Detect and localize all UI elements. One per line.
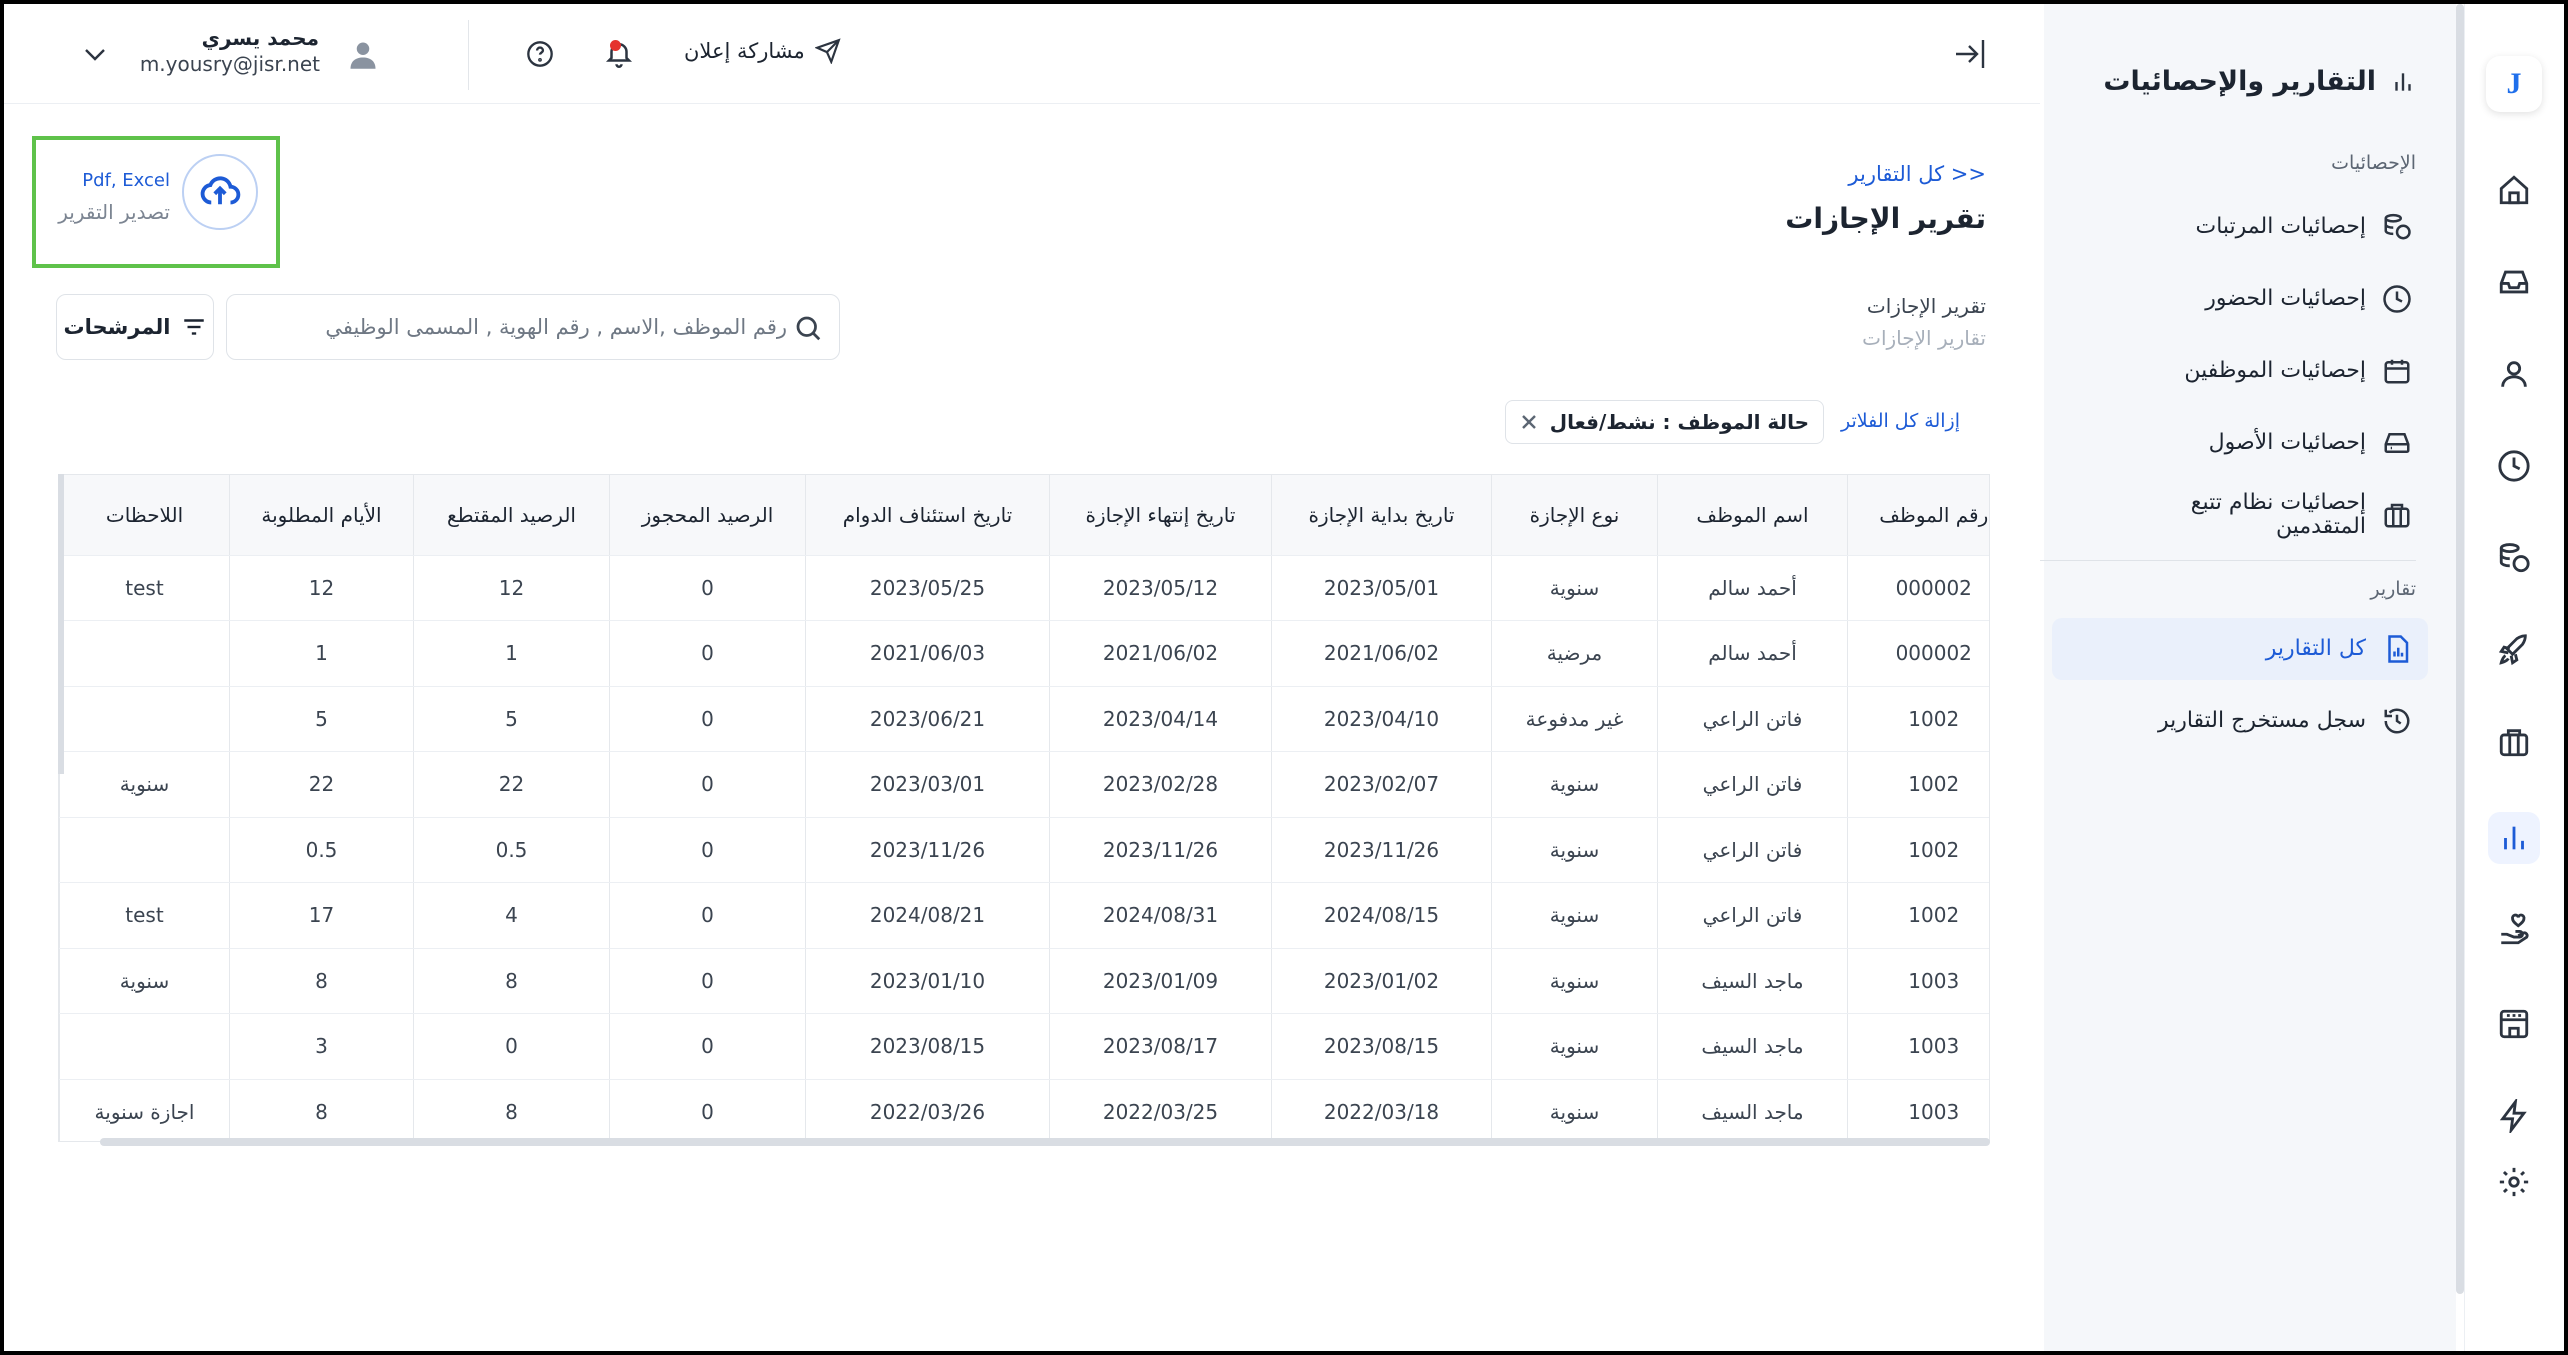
table-cell: 000002 <box>1848 621 1991 687</box>
sidebar-item-assets-stats[interactable] <box>2052 412 2428 474</box>
column-header[interactable]: تاريخ بداية الإجازة <box>1272 475 1492 555</box>
table-cell: 0 <box>610 1014 806 1080</box>
table-cell: 2023/05/01 <box>1272 555 1492 621</box>
table-cell: 0 <box>414 1014 610 1080</box>
table-cell: سنوية <box>60 752 230 818</box>
column-header[interactable]: الرصيد المقتطع <box>414 475 610 555</box>
rail-employees[interactable] <box>2488 348 2540 400</box>
user-avatar-icon <box>348 40 378 70</box>
active-filter-chip <box>1505 400 1824 444</box>
side-panel-scrollbar[interactable] <box>2456 4 2464 1294</box>
table-cell: 2024/08/31 <box>1050 883 1272 949</box>
briefcase-icon <box>2382 500 2412 530</box>
active-filter-label: حالة الموظف : نشط/فعال <box>1549 410 1809 434</box>
export-label: تصدير التقرير <box>58 200 170 224</box>
table-cell: 8 <box>230 1079 414 1142</box>
filter-icon <box>181 314 207 340</box>
sidebar-item-label: إحصائيات الأصول <box>2208 430 2366 455</box>
table-cell: أحمد سالم <box>1658 621 1848 687</box>
column-header[interactable]: الأيام المطلوبة <box>230 475 414 555</box>
sidebar-item-attendance-stats[interactable] <box>2052 268 2428 330</box>
table-cell: ماجد السيف <box>1658 1079 1848 1142</box>
table-cell: سنوية <box>1492 1014 1658 1080</box>
breadcrumb[interactable]: << كل التقارير <box>1848 162 1986 186</box>
rail-reports[interactable] <box>2488 812 2540 864</box>
rail-inbox[interactable] <box>2488 256 2540 308</box>
table-cell: سنوية <box>1492 752 1658 818</box>
table-cell: 2022/03/25 <box>1050 1079 1272 1142</box>
column-header[interactable]: اللاحظات <box>60 475 230 555</box>
clock-icon <box>2497 449 2531 483</box>
search-box <box>226 294 840 360</box>
table-cell: 2023/01/09 <box>1050 948 1272 1014</box>
notification-dot <box>610 40 621 51</box>
table-cell: سنوية <box>1492 555 1658 621</box>
section-statistics: الإحصائيات <box>2331 152 2416 174</box>
topbar-divider <box>468 20 469 90</box>
share-announcement-button[interactable] <box>684 38 841 64</box>
calendar-icon <box>2382 356 2412 386</box>
table-cell: سنوية <box>1492 817 1658 883</box>
table-cell: 2023/08/17 <box>1050 1014 1272 1080</box>
table-cell: 2023/03/01 <box>806 752 1050 818</box>
building-icon <box>2497 1007 2531 1041</box>
table-cell: 2021/06/02 <box>1050 621 1272 687</box>
table-cell: 2022/03/18 <box>1272 1079 1492 1142</box>
table-cell: 1002 <box>1848 883 1991 949</box>
table-vertical-scrollbar[interactable] <box>58 474 64 774</box>
table-cell: 1 <box>230 621 414 687</box>
chevron-down-icon <box>82 46 108 64</box>
table-cell <box>60 621 230 687</box>
drive-icon <box>2382 428 2412 458</box>
reports-side-panel <box>2044 4 2456 1351</box>
table-cell: 2024/08/21 <box>806 883 1050 949</box>
table-cell: 22 <box>230 752 414 818</box>
share-announcement-label: مشاركة إعلان <box>684 39 805 63</box>
table-cell: 12 <box>230 555 414 621</box>
briefcase-icon <box>2497 725 2531 759</box>
table-cell: أحمد سالم <box>1658 555 1848 621</box>
table-cell: 4 <box>414 883 610 949</box>
filters-button[interactable] <box>56 294 214 360</box>
table-cell: 2023/04/10 <box>1272 686 1492 752</box>
rail-attendance[interactable] <box>2488 440 2540 492</box>
clock-icon <box>2382 284 2412 314</box>
app-logo[interactable]: J <box>2486 56 2542 112</box>
table-cell: 3 <box>230 1014 414 1080</box>
filters-label: المرشحات <box>63 315 171 339</box>
sidebar-item-employee-stats[interactable] <box>2052 340 2428 402</box>
table-cell: فاتن الراعي <box>1658 817 1848 883</box>
table-horizontal-scrollbar[interactable] <box>100 1138 1990 1146</box>
table-cell: 1002 <box>1848 752 1991 818</box>
search-input[interactable] <box>247 307 787 347</box>
coins-icon <box>2382 212 2412 242</box>
table-cell: 17 <box>230 883 414 949</box>
avatar[interactable] <box>348 40 378 70</box>
rail-organization[interactable] <box>2488 998 2540 1050</box>
table-cell: 5 <box>414 686 610 752</box>
close-icon[interactable] <box>1520 413 1538 431</box>
user-email: m.yousry@jisr.net <box>139 52 320 76</box>
table-cell: 0 <box>610 555 806 621</box>
table-cell: 2023/11/26 <box>1050 817 1272 883</box>
table-cell: غير مدفوعة <box>1492 686 1658 752</box>
rail-settings[interactable] <box>2488 1156 2540 1208</box>
table-cell: سنوية <box>1492 948 1658 1014</box>
table-cell: 0.5 <box>414 817 610 883</box>
app-window <box>4 4 2564 1351</box>
user-menu-toggle[interactable] <box>82 46 108 64</box>
table-cell: 2021/06/02 <box>1272 621 1492 687</box>
user-name: محمد يسري <box>201 26 319 50</box>
table-cell: 0 <box>610 948 806 1014</box>
inbox-icon <box>2497 265 2531 299</box>
table-cell: 1002 <box>1848 686 1991 752</box>
cloud-upload-icon <box>199 171 241 213</box>
report-category: تقارير الإجازات <box>1862 326 1986 350</box>
gear-icon <box>2497 1165 2531 1199</box>
table-cell: سنوية <box>60 948 230 1014</box>
rail-automation[interactable] <box>2488 1090 2540 1142</box>
export-icon-wrap <box>182 154 258 230</box>
table-cell: 2022/03/26 <box>806 1079 1050 1142</box>
table-cell: 2021/06/03 <box>806 621 1050 687</box>
help-button[interactable] <box>526 40 554 68</box>
table-cell: 2023/02/28 <box>1050 752 1272 818</box>
lightning-icon <box>2497 1099 2531 1133</box>
report-icon <box>2382 634 2412 664</box>
bar-chart-icon <box>2390 69 2416 95</box>
table-cell: 1003 <box>1848 948 1991 1014</box>
table-row[interactable] <box>60 621 1991 687</box>
table-cell: 5 <box>230 686 414 752</box>
table-cell: فاتن الراعي <box>1658 752 1848 818</box>
table-row[interactable] <box>60 817 1991 883</box>
export-report-button[interactable] <box>32 136 280 268</box>
sidebar-item-label: كل التقارير <box>2265 636 2366 661</box>
table-header-row <box>60 475 1991 555</box>
column-header[interactable]: الرصيد المحجوز <box>610 475 806 555</box>
table-cell: 2023/04/14 <box>1050 686 1272 752</box>
table-cell: 2023/11/26 <box>1272 817 1492 883</box>
home-icon <box>2497 173 2531 207</box>
main-content <box>4 4 2040 1351</box>
column-header[interactable]: تاريخ إنتهاء الإجازة <box>1050 475 1272 555</box>
table-row[interactable] <box>60 752 1991 818</box>
send-icon <box>815 38 841 64</box>
column-header[interactable]: تاريخ استئناف الدوام <box>806 475 1050 555</box>
table-row[interactable] <box>60 883 1991 949</box>
clear-filters-link[interactable]: إزالة كل الفلاتر <box>1840 410 1960 432</box>
search-icon <box>793 313 823 343</box>
table-cell: 2023/05/12 <box>1050 555 1272 621</box>
user-icon <box>2497 357 2531 391</box>
table-row[interactable] <box>60 555 1991 621</box>
table-cell: 1 <box>414 621 610 687</box>
collapse-sidebar-button[interactable] <box>1950 34 1990 74</box>
section-reports: تقارير <box>2370 578 2416 600</box>
table-cell: فاتن الراعي <box>1658 686 1848 752</box>
table-cell: 2023/01/10 <box>806 948 1050 1014</box>
history-icon <box>2382 706 2412 736</box>
rail-onboarding[interactable] <box>2488 624 2540 676</box>
sidebar-item-ats-stats[interactable] <box>2052 484 2428 546</box>
table-cell: 0.5 <box>230 817 414 883</box>
table-cell: 2024/08/15 <box>1272 883 1492 949</box>
table-cell: 2023/08/15 <box>806 1014 1050 1080</box>
table-row[interactable] <box>60 1014 1991 1080</box>
table-cell: 0 <box>610 883 806 949</box>
top-bar <box>4 4 2040 104</box>
table-cell: 0 <box>610 686 806 752</box>
table-cell <box>60 686 230 752</box>
side-panel-title <box>2103 66 2416 97</box>
chart-icon <box>2497 821 2531 855</box>
leaves-table <box>58 474 1990 1142</box>
rail-home[interactable] <box>2488 164 2540 216</box>
table-cell: 2023/02/07 <box>1272 752 1492 818</box>
icon-rail <box>2464 4 2564 1351</box>
page-title: تقرير الإجازات <box>1785 202 1986 235</box>
side-panel-title-text: التقارير والإحصائيات <box>2103 66 2376 97</box>
sidebar-item-label: سجل مستخرج التقارير <box>2157 708 2366 733</box>
column-header[interactable]: نوع الإجازة <box>1492 475 1658 555</box>
table-cell: 8 <box>414 948 610 1014</box>
table-cell: فاتن الراعي <box>1658 883 1848 949</box>
notifications-button[interactable] <box>604 38 634 68</box>
help-icon <box>526 40 554 68</box>
sidebar-item-label: إحصائيات نظام تتبع المتقدمين <box>2190 490 2366 539</box>
table-cell <box>60 817 230 883</box>
export-formats: Pdf, Excel <box>82 170 170 191</box>
sidebar-item-report-history[interactable] <box>2052 690 2428 752</box>
table-cell: 12 <box>414 555 610 621</box>
table-cell: 0 <box>610 752 806 818</box>
coins-icon <box>2497 541 2531 575</box>
column-header[interactable]: رقم الموظف <box>1848 475 1991 555</box>
table-cell: 2023/11/26 <box>806 817 1050 883</box>
table-cell: 0 <box>610 1079 806 1142</box>
table-cell: 2023/06/21 <box>806 686 1050 752</box>
table-cell: اجازة سنوية <box>60 1079 230 1142</box>
table-cell <box>60 1014 230 1080</box>
hand-heart-icon <box>2497 913 2531 947</box>
table-cell: 2023/01/02 <box>1272 948 1492 1014</box>
side-divider <box>2040 560 2416 561</box>
sidebar-item-label: إحصائيات الحضور <box>2205 286 2366 311</box>
table-cell: سنوية <box>1492 883 1658 949</box>
table-row[interactable] <box>60 948 1991 1014</box>
table-cell: 8 <box>414 1079 610 1142</box>
table-cell: test <box>60 555 230 621</box>
table-cell: مرضية <box>1492 621 1658 687</box>
column-header[interactable]: اسم الموظف <box>1658 475 1848 555</box>
table-cell: ماجد السيف <box>1658 1014 1848 1080</box>
rail-benefits[interactable] <box>2488 904 2540 956</box>
table-cell: 2023/05/25 <box>806 555 1050 621</box>
rail-recruitment[interactable] <box>2488 716 2540 768</box>
sidebar-item-label: إحصائيات الموظفين <box>2184 358 2366 383</box>
table-cell: 1003 <box>1848 1079 1991 1142</box>
report-name: تقرير الإجازات <box>1866 294 1986 318</box>
table-cell: test <box>60 883 230 949</box>
table-cell: 000002 <box>1848 555 1991 621</box>
table-cell: ماجد السيف <box>1658 948 1848 1014</box>
rocket-icon <box>2497 633 2531 667</box>
table-row[interactable] <box>60 686 1991 752</box>
sidebar-item-all-reports[interactable] <box>2052 618 2428 680</box>
table-cell: 0 <box>610 817 806 883</box>
table-cell: سنوية <box>1492 1079 1658 1142</box>
table-cell: 0 <box>610 621 806 687</box>
collapse-icon <box>1950 34 1990 74</box>
table-cell: 8 <box>230 948 414 1014</box>
table-cell: 1003 <box>1848 1014 1991 1080</box>
sidebar-item-payroll-stats[interactable] <box>2052 196 2428 258</box>
rail-payroll[interactable] <box>2488 532 2540 584</box>
table-cell: 22 <box>414 752 610 818</box>
table-cell: 1002 <box>1848 817 1991 883</box>
sidebar-item-label: إحصائيات المرتبات <box>2195 214 2366 239</box>
table-row[interactable] <box>60 1079 1991 1142</box>
table-cell: 2023/08/15 <box>1272 1014 1492 1080</box>
